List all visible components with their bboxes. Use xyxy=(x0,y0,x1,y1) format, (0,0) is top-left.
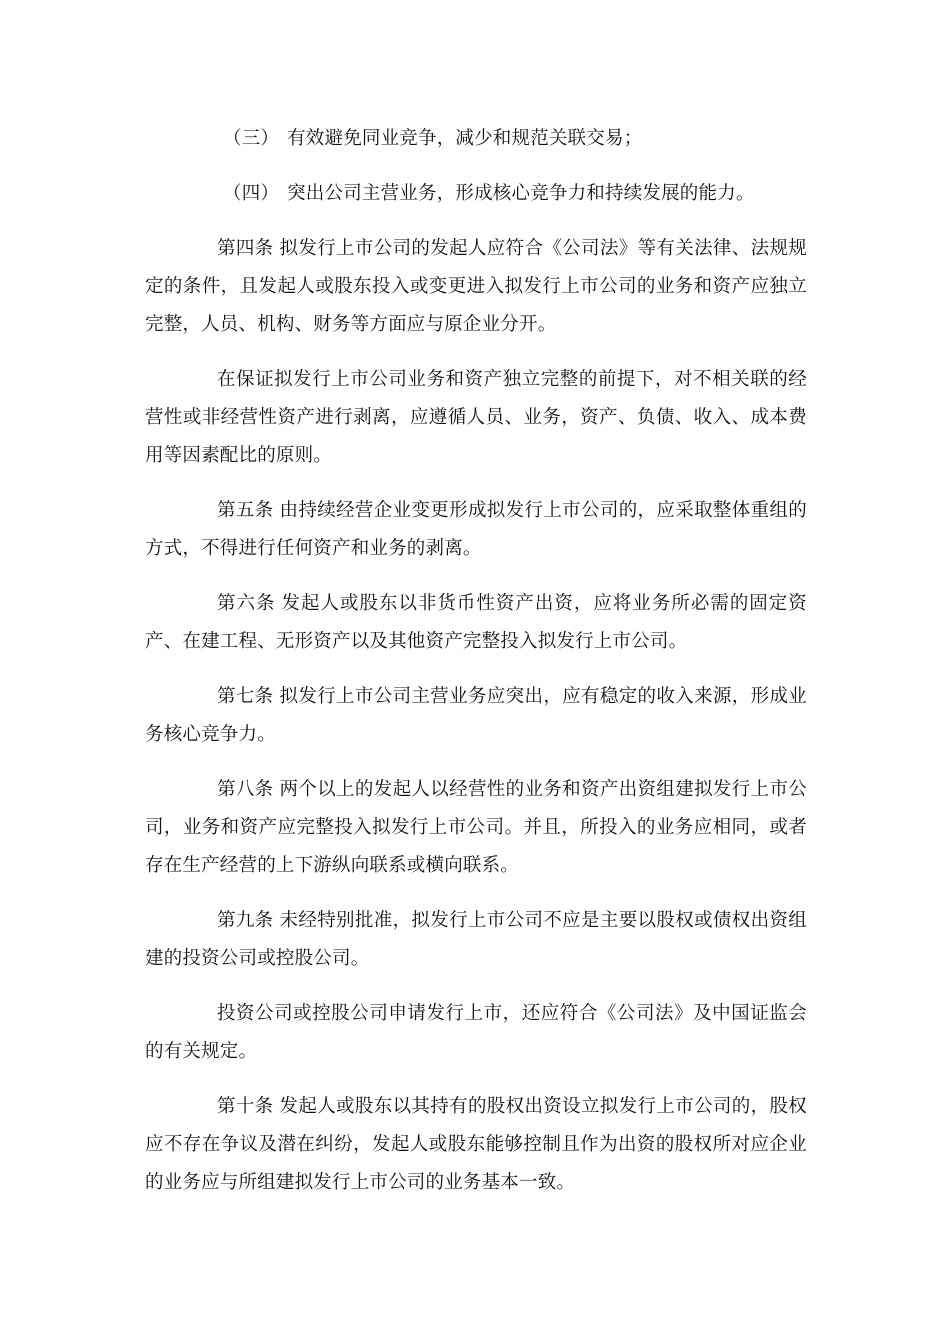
article-text: 未经特别批准，拟发行上市公司不应是主要以股权或债权出资组建的投资公司或控股公司。 xyxy=(145,910,807,969)
article-text: 拟发行上市公司的发起人应符合《公司法》等有关法律、法规规定的条件，且发起人或股东投入或变更进入拟发行上市公司的业务和资产应独立完整，人员、机构、财务等方面应与原企业分开。 xyxy=(145,238,807,335)
article-text: 由持续经营企业变更形成拟发行上市公司的，应采取整体重组的方式，不得进行任何资产和业务的剥离。 xyxy=(145,500,807,559)
article-8-paragraph xyxy=(145,771,807,885)
article-4-continuation-paragraph xyxy=(145,361,807,475)
document-body xyxy=(145,120,807,1219)
paragraph-text: 在保证拟发行上市公司业务和资产独立完整的前提下，对不相关联的经营性或非经营性资产进行剥离，应遵循人员、业务，资产、负债、收入、成本费用等因素配比的原则。 xyxy=(145,369,807,466)
article-7-paragraph xyxy=(145,678,807,754)
article-number: 第四条 xyxy=(217,238,274,259)
paragraph-text: 投资公司或控股公司申请发行上市，还应符合《公司法》及中国证监会的有关规定。 xyxy=(145,1003,807,1062)
article-text: 拟发行上市公司主营业务应突出，应有稳定的收入来源，形成业务核心竞争力。 xyxy=(145,686,807,745)
list-item-text: 突出公司主营业务，形成核心竞争力和持续发展的能力。 xyxy=(287,183,755,204)
article-number: 第六条 xyxy=(217,593,276,614)
article-9-continuation-paragraph xyxy=(145,995,807,1071)
article-number: 第五条 xyxy=(217,500,274,521)
article-number: 第十条 xyxy=(217,1096,274,1117)
list-marker: （三） xyxy=(223,128,280,149)
article-number: 第八条 xyxy=(217,779,274,800)
article-9-paragraph xyxy=(145,902,807,978)
article-text: 发起人或股东以其持有的股权出资设立拟发行上市公司的，股权应不存在争议及潜在纠纷，发起人或股东能够控制且作为出资的股权所对应企业的业务应与所组建拟发行上市公司的业务基本一致。 xyxy=(145,1096,807,1193)
article-number: 第九条 xyxy=(217,910,274,931)
article-text: 两个以上的发起人以经营性的业务和资产出资组建拟发行上市公司，业务和资产应完整投入拟发行上市公司。并且，所投入的业务应相同，或者存在生产经营的上下游纵向联系或横向联系。 xyxy=(145,779,807,876)
article-number: 第七条 xyxy=(217,686,274,707)
list-item xyxy=(145,175,807,213)
article-10-paragraph xyxy=(145,1088,807,1202)
list-item-text: 有效避免同业竞争，减少和规范关联交易； xyxy=(287,128,643,149)
list-marker: （四） xyxy=(223,183,280,204)
article-4-paragraph xyxy=(145,230,807,344)
list-item xyxy=(145,120,807,158)
article-6-paragraph xyxy=(145,585,807,661)
article-text: 发起人或股东以非货币性资产出资，应将业务所必需的固定资产、在建工程、无形资产以及其他资产完整投入拟发行上市公司。 xyxy=(145,593,807,652)
article-5-paragraph xyxy=(145,492,807,568)
